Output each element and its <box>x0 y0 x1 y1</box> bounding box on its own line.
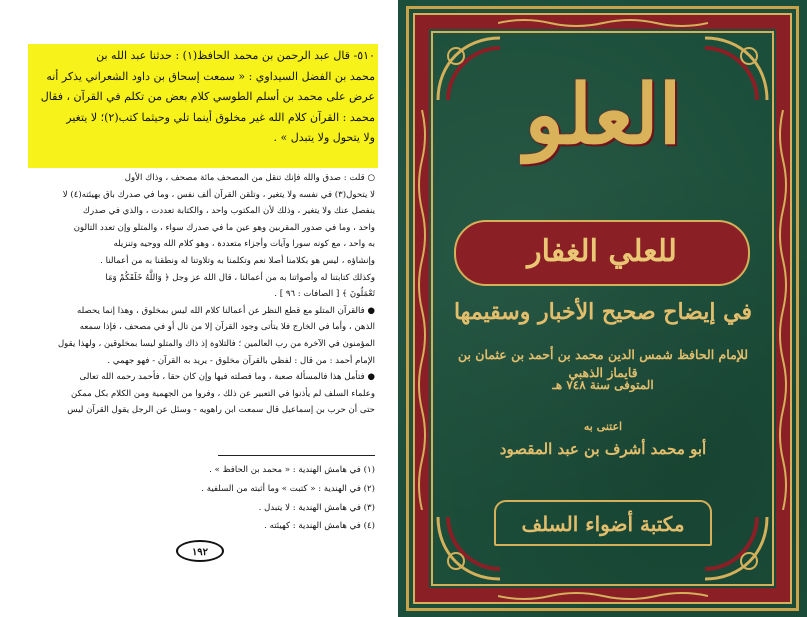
highlight-line: ٥١٠- قال عبد الرحمن بن محمد الحافظ(١) : حدثنا عبد الله بن <box>96 49 375 62</box>
vine-ornament-icon <box>777 110 789 510</box>
body-line: ● فتأمل هذا فالمسألة صعبة ، وما فصلته فيها وإن كان حقا ، فأحمد رحمه الله تعالى <box>79 372 375 383</box>
book-page <box>0 0 400 617</box>
body-line: حتى أن حرب بن إسماعيل قال سمعت ابن راهويه - وسئل عن الرجل يقول القرآن ليس <box>67 405 375 416</box>
body-line: ● فالقرآن المتلو مع قطع النظر عن أعمالنا كلام الله ليس بمخلوق ، وهذا إنما يحصله <box>77 305 375 316</box>
cover-title: العلو <box>524 67 682 163</box>
body-line: وكذلك كتابتنا له وأصواتنا به من أعمالنا ، قال الله عز وجل ﴿ وَاللَّهُ خَلَقَكُمْ وَمَا <box>105 272 375 283</box>
body-line: واحد ، وما في صدور المقربين وهو عين ما في صدرك سواء ، والمتلو وإن تعدد التالون <box>73 222 375 233</box>
body-line: الذهن ، وأما في الخارج فلا يتأتى وجود القرآن إلا من تال أو في مصحف ، فإذا سمعه <box>79 322 375 333</box>
vine-ornament-icon <box>416 110 428 510</box>
highlight-line: محمد : القرآن كلام الله غير مخلوق أينما تلي وحيثما كتب(٢)؛ لا يتغير <box>66 110 375 124</box>
cover-title-band: للعلي الغفار <box>454 220 750 286</box>
highlight-line: ولا يتحول ولا يتبدل » . <box>273 131 375 144</box>
page-number: ١٩٢ <box>176 540 224 562</box>
cover-subtitle: في إيضاح صحيح الأخبار وسقيمها <box>453 299 753 325</box>
book-cover <box>398 0 807 617</box>
highlight-line: محمد بن الفضل السيداوي : « سمعت إسحاق بن داود الشعراني يذكر أنه <box>46 69 375 83</box>
cover-author: للإمام الحافظ شمس الدين محمد بن أحمد بن عثمان بن قايماز الذهبي <box>457 347 749 380</box>
footnote: (١) في هامش الهندية : « محمد بن الحافظ » . <box>209 465 375 475</box>
footnote-divider <box>218 455 375 456</box>
cover-publisher: مكتبة أضواء السلف <box>494 500 712 546</box>
cover-editor-label: اعتنى به <box>583 420 623 433</box>
body-line: ○ قلت : صدق والله فإنك تنقل من المصحف مائة مصحف ، وذاك الأول <box>124 173 375 183</box>
highlight-line: عرض على محمد بن أسلم الطوسي كلام بعض من تكلم في القرآن ، فقال <box>40 90 375 103</box>
vine-ornament-icon <box>498 590 708 602</box>
cover-editor: أبو محمد أشرف بن عبد المقصود <box>499 440 707 458</box>
body-line: الإمام أحمد : من قال : لفظي بالقرآن مخلوق - يريد به القرآن - فهو جهمي . <box>107 355 375 366</box>
footnote: (٢) في الهندية : « كتبت » وما أثبته من السلفية . <box>201 483 375 494</box>
body-line: تَعْمَلُونَ ﴾ [ الصافات : ٩٦ ] . <box>274 289 375 300</box>
body-line: المؤمنون في الآخرة من رب العالمين ؛ فالتلاوة إذ ذاك والمتلو ليسا بمخلوقين ، ولهذا يقول <box>57 338 375 349</box>
body-text <box>30 170 375 419</box>
body-line: وعلماء السلف لم يأذنوا في التعبير عن ذلك ، وفروا من الجهمية ومن الكلام بكل ممكن <box>71 388 375 399</box>
vine-ornament-icon <box>498 17 708 29</box>
cover-death-date: المتوفى سنة ٧٤٨ هـ <box>552 378 654 392</box>
body-line: لا يتحول(٣) في نفسه ولا يتغير ، وتلقن القرآن ألف نفس ، وما في صدرك باق بهيئته(٤) لا <box>62 189 375 200</box>
body-line: ينفصل عنك ولا يتغير ، وذلك لأن المكتوب واحد ، والكتابة تعددت ، والذي في صدرك <box>82 206 375 217</box>
footnote: (٤) في هامش الهندية : كهيئته . <box>264 521 375 532</box>
footnotes <box>30 461 375 536</box>
footnote: (٣) في هامش الهندية : لا يتبدل . <box>258 502 375 513</box>
body-line: وإنشاؤه ، ليس هو بكلامنا أصلا نعم وتكلمنا به وتلاوتنا له ونطقنا به من أعمالنا . <box>100 255 375 266</box>
highlighted-passage <box>30 46 375 149</box>
body-line: به واحد ، مع كونه سورا وآيات وأجزاء متعددة ، وهو كلام الله ووحيه وتنزيله <box>113 239 375 250</box>
